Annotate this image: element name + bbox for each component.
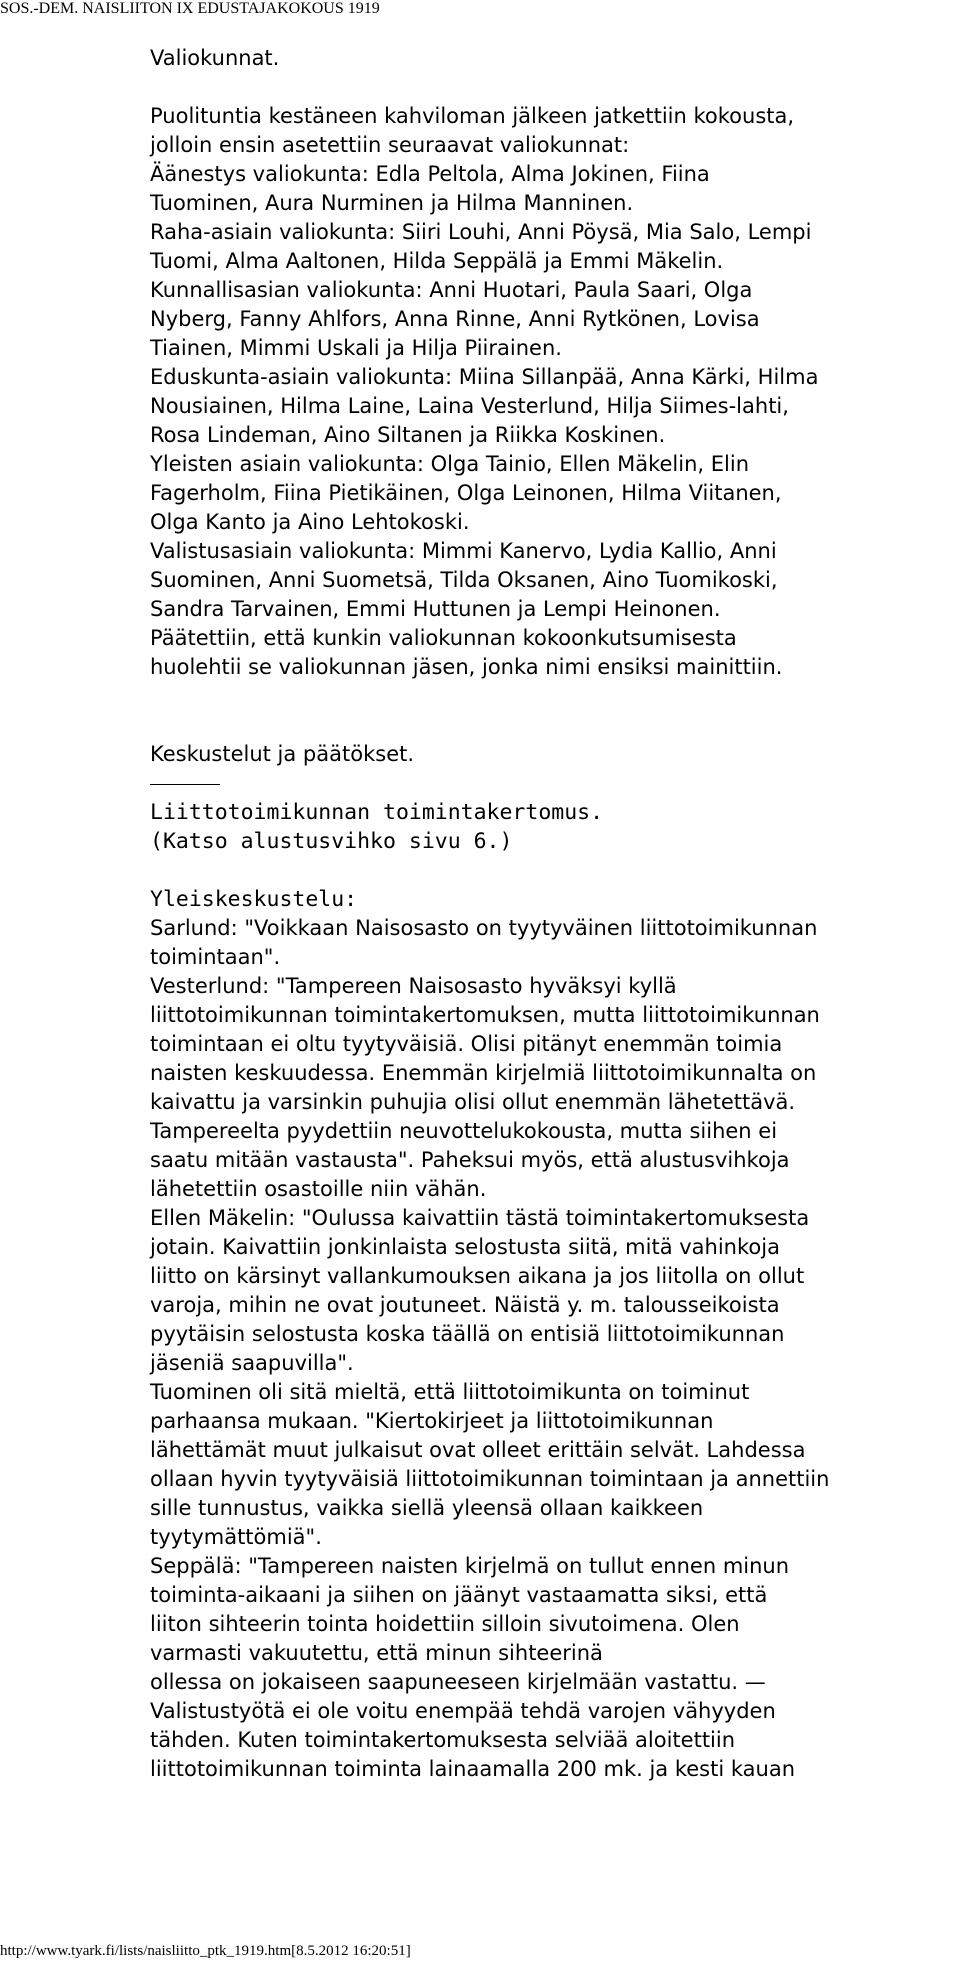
text-line: lähetettiin osastoille niin vähän. [150, 1177, 487, 1201]
text-line: Valistustyötä ei ole voitu enempää tehdä varojen vähyyden [150, 1699, 776, 1723]
text-line: Päätettiin, että kunkin valiokunnan kokoonkutsumisesta [150, 626, 737, 650]
text-line: jotain. Kaivattiin jonkinlaista selostusta siitä, mitä vahinkoja [150, 1235, 780, 1259]
text-line: Nousiainen, Hilma Laine, Laina Vesterlund, Hilja Siimes-lahti, [150, 394, 789, 418]
text-line: Sarlund: "Voikkaan Naisosasto on tyytyväinen liittotoimikunnan [150, 916, 818, 940]
text-line: Rosa Lindeman, Aino Siltanen ja Riikka Koskinen. [150, 423, 666, 447]
text-line: Yleisten asiain valiokunta: Olga Tainio, Ellen Mäkelin, Elin [150, 452, 750, 476]
discussion-paragraph [150, 914, 960, 1784]
horizontal-rule [150, 784, 220, 785]
text-line: Valistusasiain valiokunta: Mimmi Kanervo, Lydia Kallio, Anni [150, 539, 777, 563]
page-header: SOS.-DEM. NAISLIITON IX EDUSTAJAKOKOUS 1919 [0, 0, 380, 17]
text-line: Seppälä: "Tampereen naisten kirjelmä on tullut ennen minun [150, 1554, 790, 1578]
text-line: toimintaan ei oltu tyytyväisiä. Olisi pitänyt enemmän toimia [150, 1032, 783, 1056]
valiokunnat-paragraph [150, 102, 960, 682]
text-line: jolloin ensin asetettiin seuraavat valiokunnat: [150, 133, 630, 157]
text-line: ollessa on jokaiseen saapuneeseen kirjelmään vastattu. — [150, 1670, 766, 1694]
text-line: Nyberg, Fanny Ahlfors, Anna Rinne, Anni Rytkönen, Lovisa [150, 307, 760, 331]
text-line: parhaansa mukaan. "Kiertokirjeet ja liittotoimikunnan [150, 1409, 714, 1433]
text-line: Fagerholm, Fiina Pietikäinen, Olga Leinonen, Hilma Viitanen, [150, 481, 782, 505]
text-line: jäseniä saapuvilla". [150, 1351, 354, 1375]
document-body [150, 44, 960, 1784]
text-line: Äänestys valiokunta: Edla Peltola, Alma Jokinen, Fiina [150, 162, 710, 186]
subheading-reference: (Katso alustusvihko sivu 6.) [150, 829, 513, 854]
text-line: tähden. Kuten toimintakertomuksesta selviää aloitettiin [150, 1728, 736, 1752]
text-line: liittotoimikunnan toiminta lainaamalla 200 mk. ja kesti kauan [150, 1757, 796, 1781]
text-line: toiminta-aikaani ja siihen on jäänyt vastaamatta siksi, että [150, 1583, 768, 1607]
text-line: liiton sihteerin tointa hoidettiin silloin sivutoimena. Olen [150, 1612, 740, 1636]
section-heading-valiokunnat: Valiokunnat. [150, 46, 280, 70]
text-line: Olga Kanto ja Aino Lehtokoski. [150, 510, 470, 534]
text-line: pyytäisin selostusta koska täällä on entisiä liittotoimikunnan [150, 1322, 785, 1346]
spacer [150, 682, 960, 740]
text-line: Tuominen, Aura Nurminen ja Hilma Manninen. [150, 191, 634, 215]
text-line: Tuomi, Alma Aaltonen, Hilda Seppälä ja Emmi Mäkelin. [150, 249, 724, 273]
text-line: Tampereelta pyydettiin neuvottelukokousta, mutta siihen ei [150, 1119, 778, 1143]
text-line: Ellen Mäkelin: "Oulussa kaivattiin tästä toimintakertomuksesta [150, 1206, 810, 1230]
separator-line [150, 769, 960, 798]
text-line: naisten keskuudessa. Enemmän kirjelmiä liittotoimikunnalta on [150, 1061, 817, 1085]
discussion-heading: Yleiskeskustelu: [150, 887, 358, 912]
text-line: Puolituntia kestäneen kahviloman jälkeen jatkettiin kokousta, [150, 104, 795, 128]
text-line: kaivattu ja varsinkin puhujia olisi ollut enemmän lähetettävä. [150, 1090, 796, 1114]
text-line: liitto on kärsinyt vallankumouksen aikana ja jos liitolla on ollut [150, 1264, 805, 1288]
text-line: Tuominen oli sitä mieltä, että liittotoimikunta on toiminut [150, 1380, 750, 1404]
text-line: Vesterlund: "Tampereen Naisosasto hyväksyi kyllä [150, 974, 677, 998]
text-line: varmasti vakuutettu, että minun sihteerinä [150, 1641, 603, 1665]
section-heading-keskustelut: Keskustelut ja päätökset. [150, 742, 415, 766]
text-line: toimintaan". [150, 945, 281, 969]
text-line: Tiainen, Mimmi Uskali ja Hilja Piirainen. [150, 336, 562, 360]
text-line: varoja, mihin ne ovat joutuneet. Näistä y. m. talousseikoista [150, 1293, 780, 1317]
text-line: Eduskunta-asiain valiokunta: Miina Sillanpää, Anna Kärki, Hilma [150, 365, 819, 389]
text-line: lähettämät muut julkaisut ovat olleet erittäin selvät. Lahdessa [150, 1438, 806, 1462]
text-line: Raha-asiain valiokunta: Siiri Louhi, Anni Pöysä, Mia Salo, Lempi [150, 220, 812, 244]
text-line: tyytymättömiä". [150, 1525, 322, 1549]
subheading-report: Liittotoimikunnan toimintakertomus. [150, 800, 604, 825]
text-line: ollaan hyvin tyytyväisiä liittotoimikunnan toimintaan ja annettiin [150, 1467, 830, 1491]
spacer [150, 73, 960, 102]
text-line: huolehtii se valiokunnan jäsen, jonka nimi ensiksi mainittiin. [150, 655, 783, 679]
spacer [150, 856, 960, 885]
text-line: saatu mitään vastausta". Paheksui myös, että alustusvihkoja [150, 1148, 790, 1172]
text-line: Suominen, Anni Suometsä, Tilda Oksanen, Aino Tuomikoski, [150, 568, 778, 592]
text-line: sille tunnustus, vaikka siellä yleensä ollaan kaikkeen [150, 1496, 704, 1520]
page-footer-url: http://www.tyark.fi/lists/naisliitto_ptk_1919.htm[8.5.2012 16:20:51] [0, 1943, 411, 1959]
text-line: Sandra Tarvainen, Emmi Huttunen ja Lempi Heinonen. [150, 597, 721, 621]
text-line: Kunnallisasian valiokunta: Anni Huotari, Paula Saari, Olga [150, 278, 753, 302]
text-line: liittotoimikunnan toimintakertomuksen, mutta liittotoimikunnan [150, 1003, 820, 1027]
